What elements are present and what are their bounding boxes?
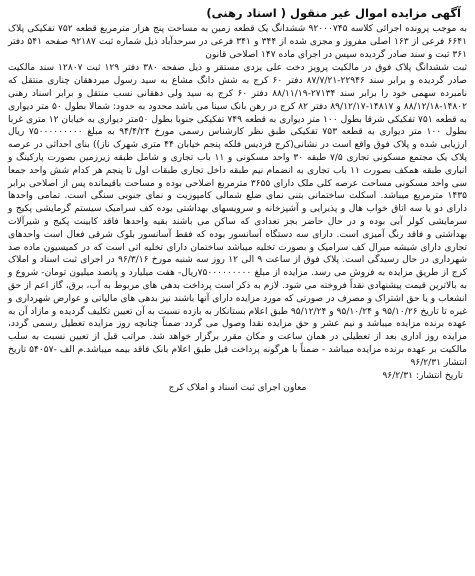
signature-line: معاون اجرای ثبت اسناد و املاک کرج — [168, 383, 307, 394]
notice-paragraph-1: به موجب پرونده اجرائی کلاسه ۹۲۰۰۰۷۴۵ ششدانگ یک قطعه زمین به مساحت پنج هزار مترمربع قطعه ۷۵۲ تفکیکی پلاک ۶۶۴۱ فرعی از ۱۶۳ اصلی مفروز و مجزی شده از ۳۴۴ و ۳۴۱ فرعی در سرحدآباد ذیل شماره ثبت ۹۲۱۸۷ صفحه ۵۴۱ دفتر ۳۶۱ ثبت و سند صادر گردیده سپس در اجرای ماده ۱۴۷ اصلاحی قانون — [8, 24, 467, 60]
publication-date: تاریخ انتشار: ۹۶/۲/۳۱ — [382, 370, 463, 381]
notice-paragraph-2: ثبت ششدانگ پلاک فوق در مالکیت پرویز دخت علی یزدی مستقر و ذیل صفحه ۳۸۰ دفتر ۱۲۹ ثبت ۱۲۸۰۷ سند مالکیت صادر گردیده و برابر سند ۲۲۹۴۶-۸۷/۷/۲۱ دفتر ۶۰ کرج به شش دانگ مشاع به سید رسول میردهقان چناری منتقل که نامبرده سهمی خود را برابر سند ۲۷۱۳۴-۸۸/۱۱/۱۹ دفتر ۶۰ کرج به سید ولی دهقانی نسب منتقل و برابر اسناد رهنی ۱۴۸۰۲-۸۸/۱۲/۱۸ و ۱۴۸۱۷-۸۹/۱۲/۱۷ دفتر ۸۲ کرج در رهن بانک سینا می باشد محدود به حدود: شمالا بطول ۵۰ متر دیواری به قطعه ۷۵۱ تفکیکی شرقا بطول ۱۰۰ متر دیواری به قطعه ۷۴۹ تفکیکی جنوبا بطول ۵۰متر دیواری به خیابان ۱۲ متری غربا بطول ۱۰۰ متر دیواری به قطعه ۷۵۳ تفکیکی طبق نظر کارشناس رسمی مورخ ۹۴/۴/۲۴ به مبلغ ۷۵۰۰۰۰۰۰۰۰۰ ریال ارزیابی شده و پلاک فوق واقع است در نشانی(کرج فردیس فلکه پنجم خیابان ۴۴ متری شهرک ناز)) بنای احداثی در عرصه پلاک یک مجتمع مسکونی تجاری ۷/۵ طبقه ۳۰ واحد مسکونی و ۱۱ باب تجاری و شامل طبقه زیرزمین بصورت پارکینگ و انباری طبقه همکف بصورت ۱۱ باب تجاری به انضمام نیم طبقه داخل تجاری طبقات اول تا پنجم هر کدام شش واحد جمعا سی واحد مسکونی مساحت عرصه کلی ملک دارای ۳۶۵۵ مترمربع اصلاحی بوده و مساحت باقیمانده پس از اصلاحی برابر ۱۴۳۵ مترمربع میباشد. اسکلت ساختمانی بتنی نمای ضلع شمالی کامپوزیت و نمای جنوبی سنگی است. تمامی واحدها دارای دو یا سه اتاق خواب هال و پذیرایی و آشپزخانه و سرویسهای بهداشتی بوده کف سرامیک سیستم گرمایشی پکیج و سرمایشی کولر آبی بوده و در حال حاضر بجز تعدادی که ساکن می باشند بقیه واحدها فاقد کابینت پکیج و شیرآلات بهداشتی و فاقد رنگ آمیزی است. دارای سه دستگاه آسانسور بوده که فقط آسانسور بلوک شرقی فعال است واحدهای تجاری دارای شیشه میرال کف سرامیک و بصورت تخلیه میباشد ساختمان دارای تخلیه اتی است که در کمیسیون ماده صد شهرداری در حال رسیدگی است. پلاک فوق از ساعت ۹ الی ۱۲ روز سه شنبه مورخ ۹۶/۳/۱۶ در اجرای ثبت اسناد و املاک کرج از طریق مزایده به فروش می رسد. مزایده از مبلغ ۷۵۰۰۰۰۰۰۰۰۰ریال- هفت میلیارد و پانصد میلیون تومان- شروع و به بالاترین قیمت پیشنهادی نقداً فروخته می شود. لازم به ذکر است پرداخت بدهی های مربوط به آب، برق، گاز اعم از حق انشعاب و یا حق اشتراک و مصرف در صورتی که مورد مزایده دارای آنها باشند نیز بدهی های مالیاتی و عوارض شهرداری و غیره تا تاریخ ۹۵/۱۰/۲۶ و ۹۵/۱۰/۲۴ و ۹۵/۱۲/۲۴ طبق اعلام بستانکار به بازده نسبت به آن تعیین تکلیف گردیده و مازاد آن به عهده برنده مزایده میباشد و نیم عشر و حق مزایده نقدا وصول می گردد ضمناً چنانچه روز مزایده تعطیل رسمی گردد، مزایده روز اداری بعد از تعطیلی در همان ساعت و مکان مقرر برگزار خواهد شد. مراتب قبل از تعیین نسبت به سلب مالکیت بر عهده برنده مزایده میباشد - ضمناً با هرگونه پرداخت قبل طبق اعلام بانک فاقد بیمه میباشد.م الف -۵۴۰۵۷ تاریخ انتشار ۹۶/۲/۳۱ — [8, 63, 468, 368]
notice-title: آگهی مزایده اموال غیر منقول ( اسناد رهنی) — [206, 6, 461, 20]
